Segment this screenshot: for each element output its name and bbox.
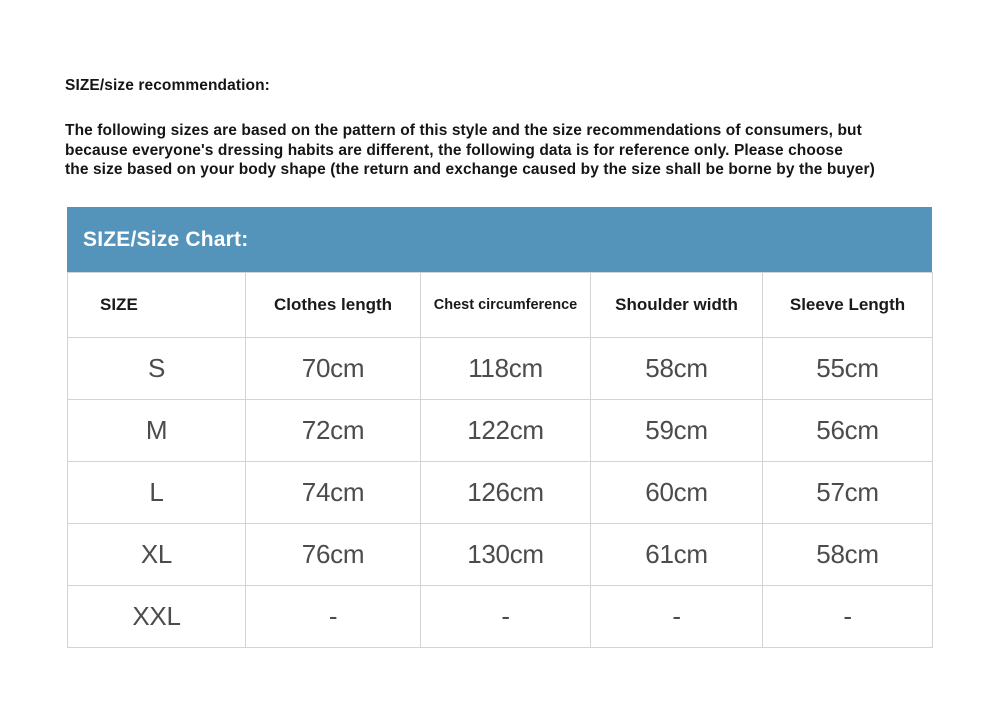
- cell-shoulder-width: 60cm: [591, 462, 763, 524]
- cell-size: L: [68, 462, 246, 524]
- cell-sleeve-length: 57cm: [763, 462, 933, 524]
- cell-clothes-length: -: [246, 586, 421, 648]
- cell-clothes-length: 72cm: [246, 400, 421, 462]
- col-header-sleeve-length: Sleeve Length: [763, 273, 933, 338]
- cell-size: M: [68, 400, 246, 462]
- cell-clothes-length: 70cm: [246, 338, 421, 400]
- col-header-clothes-length: Clothes length: [246, 273, 421, 338]
- cell-chest-circumference: 118cm: [421, 338, 591, 400]
- table-row: [68, 400, 933, 462]
- cell-sleeve-length: -: [763, 586, 933, 648]
- table-row: [68, 338, 933, 400]
- cell-size: XL: [68, 524, 246, 586]
- size-chart-section: [67, 207, 932, 648]
- size-chart-title-bar: [67, 207, 932, 272]
- intro-line: The following sizes are based on the pattern of this style and the size recommendations of consumers, but: [65, 122, 862, 139]
- cell-sleeve-length: 55cm: [763, 338, 933, 400]
- cell-size: XXL: [68, 586, 246, 648]
- intro-line: because everyone's dressing habits are different, the following data is for reference only. Please choose: [65, 141, 843, 159]
- cell-chest-circumference: 126cm: [421, 462, 591, 524]
- cell-chest-circumference: 130cm: [421, 524, 591, 586]
- table-header-row: [68, 273, 933, 338]
- cell-sleeve-length: 56cm: [763, 400, 933, 462]
- intro-paragraph: [65, 121, 945, 180]
- cell-size: S: [68, 338, 246, 400]
- cell-chest-circumference: 122cm: [421, 400, 591, 462]
- size-table: [67, 272, 933, 648]
- cell-shoulder-width: 61cm: [591, 524, 763, 586]
- cell-chest-circumference: -: [421, 586, 591, 648]
- cell-shoulder-width: -: [591, 586, 763, 648]
- page-title: SIZE/size recommendation:: [65, 77, 270, 94]
- col-header-chest-circumference: Chest circumference: [421, 273, 591, 338]
- cell-sleeve-length: 58cm: [763, 524, 933, 586]
- intro-line: the size based on your body shape (the return and exchange caused by the size shall be borne by the buyer): [65, 161, 875, 178]
- size-chart-title: SIZE/Size Chart:: [83, 227, 249, 251]
- cell-shoulder-width: 59cm: [591, 400, 763, 462]
- cell-clothes-length: 74cm: [246, 462, 421, 524]
- col-header-shoulder-width: Shoulder width: [591, 273, 763, 338]
- cell-shoulder-width: 58cm: [591, 338, 763, 400]
- table-row: [68, 524, 933, 586]
- table-row: [68, 586, 933, 648]
- table-row: [68, 462, 933, 524]
- col-header-size: SIZE: [68, 273, 246, 338]
- cell-clothes-length: 76cm: [246, 524, 421, 586]
